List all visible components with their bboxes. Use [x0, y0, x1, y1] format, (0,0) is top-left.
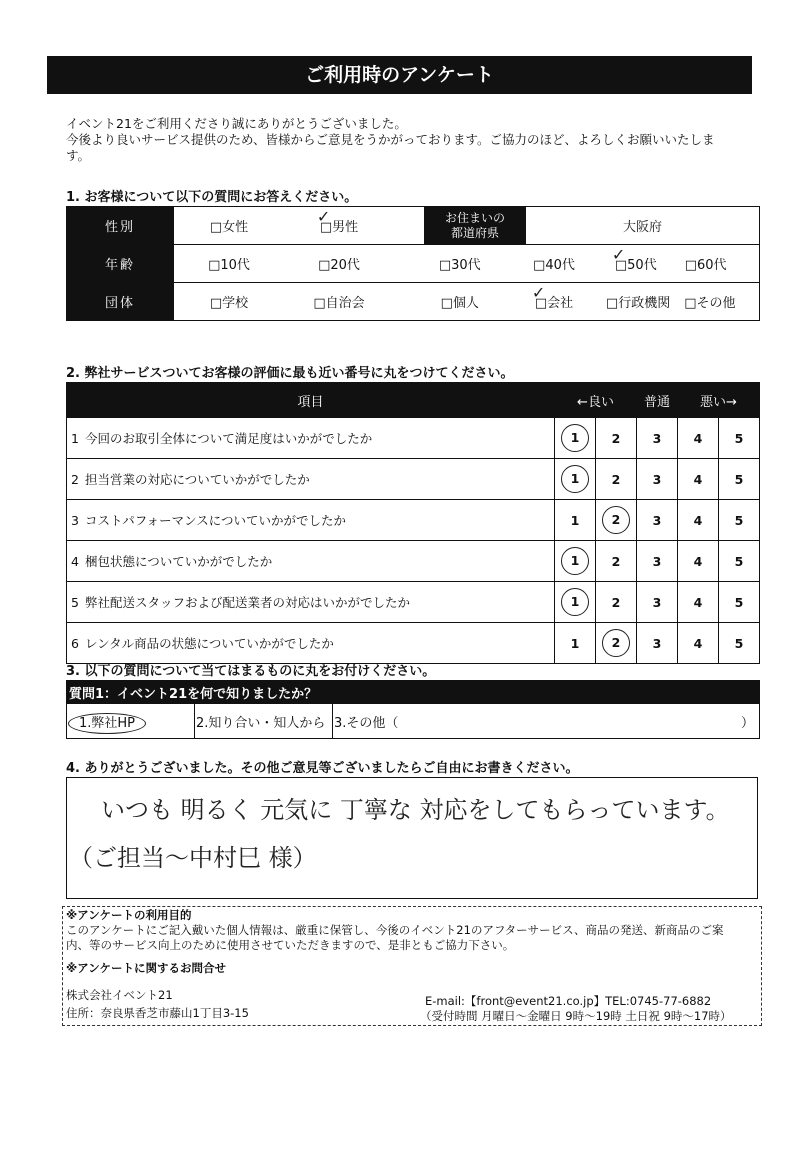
rating-option-1[interactable]: 1 [555, 582, 596, 623]
rating-option-5[interactable]: 5 [719, 582, 760, 623]
rating-option-5[interactable]: 5 [719, 500, 760, 541]
rating-row [67, 459, 760, 500]
rating-option-3[interactable]: 3 [637, 500, 678, 541]
rating-row [67, 418, 760, 459]
rating-option-1[interactable]: 1 [555, 459, 596, 500]
rating-row [67, 582, 760, 623]
rating-header-normal: 普通 [637, 383, 678, 418]
rating-option-1[interactable]: 1 [555, 623, 596, 664]
rating-question: 1 今回のお取引全体について満足度はいかがでしたか [67, 418, 555, 459]
rating-question: 5 弊社配送スタッフおよび配送業者の対応はいかがでしたか [67, 582, 555, 623]
company-address: 住所：奈良県香芝市藤山1丁目3-15 [66, 1006, 249, 1020]
intro-line-2: 今後より良いサービス提供のため、皆様からご意見をうかがっております。ご協力のほど、よろしくお願いいたしま [66, 132, 715, 147]
rating-option-4[interactable]: 4 [678, 418, 719, 459]
group-label: 団体 [67, 283, 174, 321]
rating-option-4[interactable]: 4 [678, 541, 719, 582]
section3-heading: 3. 以下の質問について当てはまるものに丸をお付けください。 [66, 664, 436, 679]
rating-option-3[interactable]: 3 [637, 459, 678, 500]
rating-option-2[interactable]: 2 [596, 582, 637, 623]
rating-option-4[interactable]: 4 [678, 500, 719, 541]
rating-option-1[interactable]: 1 [555, 500, 596, 541]
age-30s-option[interactable]: □30代 [394, 245, 526, 283]
rating-option-5[interactable]: 5 [719, 623, 760, 664]
rating-option-2[interactable]: 2 [596, 541, 637, 582]
survey-title: ご利用時のアンケート [47, 56, 752, 94]
purpose-heading: ※アンケートの利用目的 [66, 908, 192, 922]
rating-option-5[interactable]: 5 [719, 541, 760, 582]
rating-option-3[interactable]: 3 [637, 418, 678, 459]
customer-info-table [66, 206, 760, 321]
group-school-option[interactable]: □学校 [174, 283, 285, 321]
rating-option-5[interactable]: 5 [719, 418, 760, 459]
rating-option-1[interactable]: 1 [555, 541, 596, 582]
comment-line-2: （ご担当～中村巳 様） [69, 844, 317, 872]
rating-option-3[interactable]: 3 [637, 541, 678, 582]
contact-email-tel[interactable]: E-mail:【front@event21.co.jp】TEL:0745-77-6882 [425, 994, 712, 1008]
intro-line-1: イベント21をご利用くださり誠にありがとうございました。 [66, 116, 407, 131]
contact-heading: ※アンケートに関するお問合せ [66, 961, 226, 975]
source-question: 質問1：イベント21を何で知りましたか？ [67, 681, 760, 704]
rating-option-4[interactable]: 4 [678, 623, 719, 664]
section1-heading: 1. お客様について以下の質問にお答えください。 [66, 190, 358, 205]
section2-heading: 2. 弊社サービスついてお客様の評価に最も近い番号に丸をつけてください。 [66, 366, 514, 381]
rating-header-good: ←良い [555, 383, 637, 418]
source-table [66, 680, 760, 739]
contact-hours: （受付時間 月曜日～金曜日 9時～19時 土日祝 9時～17時） [420, 1009, 732, 1023]
rating-option-2[interactable]: 2 [596, 459, 637, 500]
comment-box[interactable] [66, 777, 758, 899]
section4-heading: 4. ありがとうございました。その他ご意見等ございましたらご自由にお書きください。 [66, 761, 579, 776]
rating-option-2[interactable]: 2 [596, 623, 637, 664]
rating-row [67, 541, 760, 582]
comment-line-1: いつも 明るく 元気に 丁寧な 対応をしてもらっています。 [101, 796, 730, 824]
footer-purpose [66, 908, 756, 976]
intro-line-3: す。 [66, 148, 91, 163]
intro-text [66, 116, 756, 164]
age-50s-60s-options[interactable]: ✓ □50代 □60代 [582, 245, 759, 283]
gender-male-option[interactable]: ✓ □男性 [284, 207, 394, 245]
rating-header-item: 項目 [67, 383, 555, 418]
age-20s-option[interactable]: □20代 [284, 245, 394, 283]
rating-question: 2 担当営業の対応についていかがでしたか [67, 459, 555, 500]
rating-option-4[interactable]: 4 [678, 582, 719, 623]
source-option-acquaintance[interactable]: 2.知り合い・知人から [195, 704, 333, 739]
residence-label: お住まいの 都道府県 [425, 207, 526, 245]
source-option-hp[interactable]: 1.弊社HP [67, 704, 195, 739]
rating-option-2[interactable]: 2 [596, 418, 637, 459]
age-10s-option[interactable]: □10代 [174, 245, 285, 283]
rating-table [66, 382, 760, 664]
rating-question: 3 コストパフォーマンスについていかがでしたか [67, 500, 555, 541]
rating-question: 6 レンタル商品の状態についていかがでしたか [67, 623, 555, 664]
purpose-text-2: 内、等のサービス向上のために使用させていただきますので、是非ともご協力下さい。 [66, 938, 515, 952]
rating-option-5[interactable]: 5 [719, 459, 760, 500]
rating-row [67, 500, 760, 541]
rating-option-3[interactable]: 3 [637, 582, 678, 623]
rating-header-bad: 悪い→ [678, 383, 760, 418]
group-gov-other-options[interactable]: □行政機関 □その他 [582, 283, 759, 321]
source-option-other[interactable]: 3.その他（ ） [333, 704, 760, 739]
age-40s-option[interactable]: □40代 [526, 245, 583, 283]
group-company-option[interactable]: ✓ □会社 [526, 283, 583, 321]
rating-option-1[interactable]: 1 [555, 418, 596, 459]
group-association-option[interactable]: □自治会 [284, 283, 394, 321]
gender-female-option[interactable]: □女性 [174, 207, 285, 245]
age-label: 年齢 [67, 245, 174, 283]
rating-option-3[interactable]: 3 [637, 623, 678, 664]
gender-label: 性別 [67, 207, 174, 245]
rating-option-2[interactable]: 2 [596, 500, 637, 541]
rating-question: 4 梱包状態についていかがでしたか [67, 541, 555, 582]
purpose-text-1: このアンケートにご記入戴いた個人情報は、厳重に保管し、今後のイベント21のアフターサービス、商品の発送、新商品のご案 [66, 923, 724, 937]
residence-answer[interactable]: 大阪府 [526, 207, 760, 245]
rating-option-4[interactable]: 4 [678, 459, 719, 500]
company-name: 株式会社イベント21 [66, 988, 173, 1002]
group-individual-option[interactable]: □個人 [394, 283, 526, 321]
rating-row [67, 623, 760, 664]
